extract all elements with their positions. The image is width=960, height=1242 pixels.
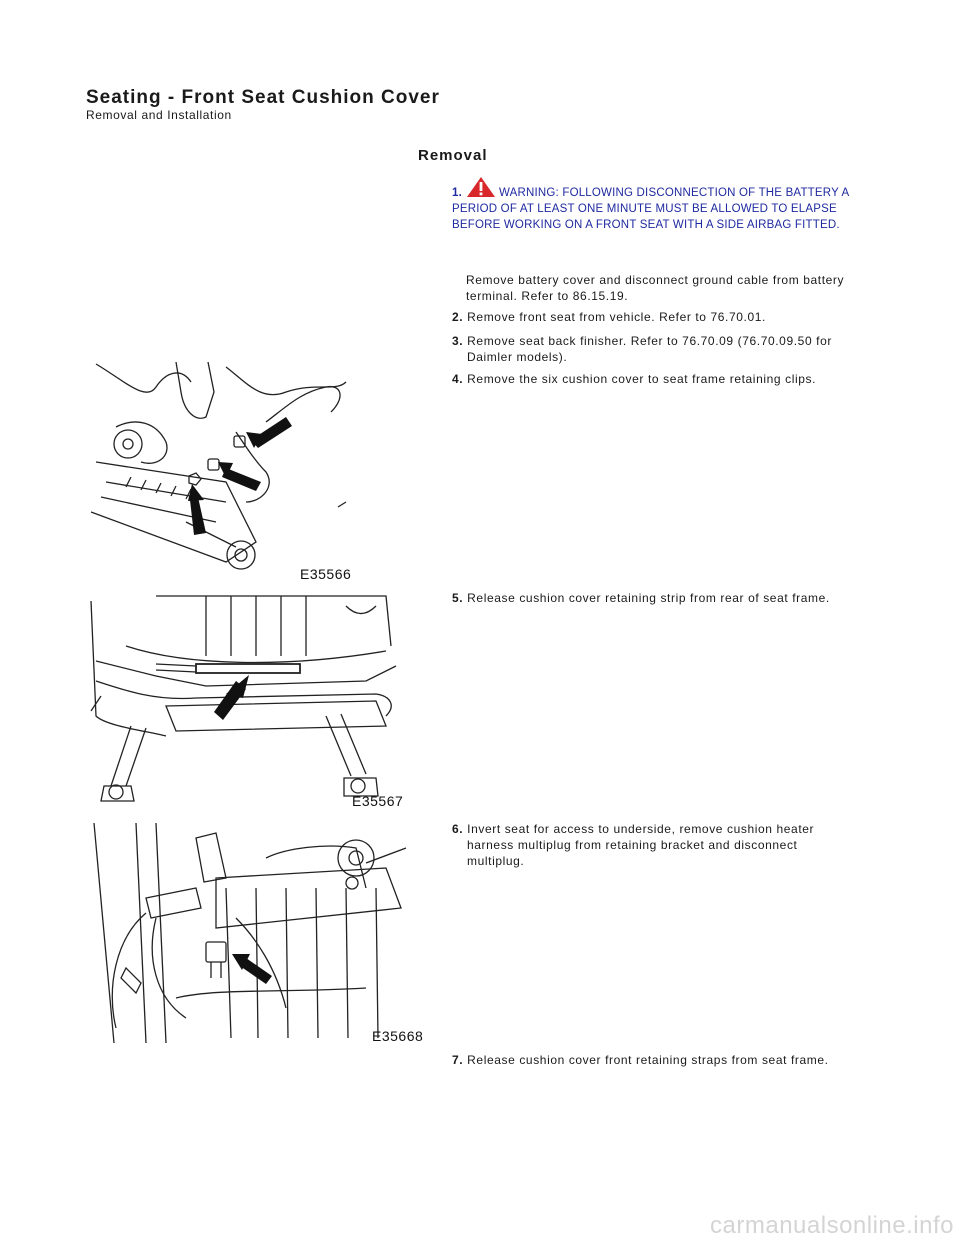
step-4 [452,371,892,387]
step-number: 2. [452,310,464,324]
figure-e35566 [86,362,376,582]
figure-e35567 [86,586,406,811]
page-title: Seating - Front Seat Cushion Cover [86,87,440,108]
step-text: Release cushion cover retaining strip from rear of seat frame. [467,591,830,605]
step-text: Invert seat for access to underside, remove cushion heater [467,822,815,836]
step-number: 4. [452,372,464,386]
figure-label: E35567 [352,793,404,809]
watermark: carmanualsonline.info [710,1212,954,1239]
step-number: 1. [452,187,462,199]
step-number: 3. [452,334,464,348]
page-subtitle: Removal and Installation [86,108,232,122]
step-number: 7. [452,1053,464,1067]
step-text: Remove seat back finisher. Refer to 76.70.09 (76.70.09.50 for [467,334,832,348]
step-text-continued: Daimler models). [467,350,568,364]
warning-note [452,176,882,233]
step-3 [452,333,892,365]
step-6 [452,821,892,869]
step-2 [452,309,892,325]
seat-rear-strip-illustration [86,586,406,811]
step-1-text: Remove battery cover and disconnect ground cable from battery terminal. Refer to 86.15.19. [466,273,845,303]
cushion-heater-multiplug-illustration [86,818,411,1046]
step-7 [452,1052,892,1068]
seat-frame-clips-illustration [86,362,376,582]
step-text: Release cushion cover front retaining straps from seat frame. [467,1053,829,1067]
figure-label: E35668 [372,1028,424,1044]
step-5 [452,590,892,606]
figure-label: E35566 [300,566,352,582]
step-text: Remove the six cushion cover to seat frame retaining clips. [467,372,817,386]
warning-text: WARNING: FOLLOWING DISCONNECTION OF THE BATTERY A PERIOD OF AT LEAST ONE MINUTE MUST BE ALLOWED TO ELAPSE BEFORE WORKING ON A FRONT SEAT WITH A SIDE AIRBAG FITTED. [452,187,849,231]
warning-triangle-icon [466,176,496,198]
step-text: Remove front seat from vehicle. Refer to 76.70.01. [467,310,766,324]
step-number: 5. [452,591,464,605]
step-number: 6. [452,822,464,836]
section-heading: Removal [418,147,488,164]
step-text-continued: harness multiplug from retaining bracket and disconnect multiplug. [467,838,798,868]
figure-e35668 [86,818,424,1046]
